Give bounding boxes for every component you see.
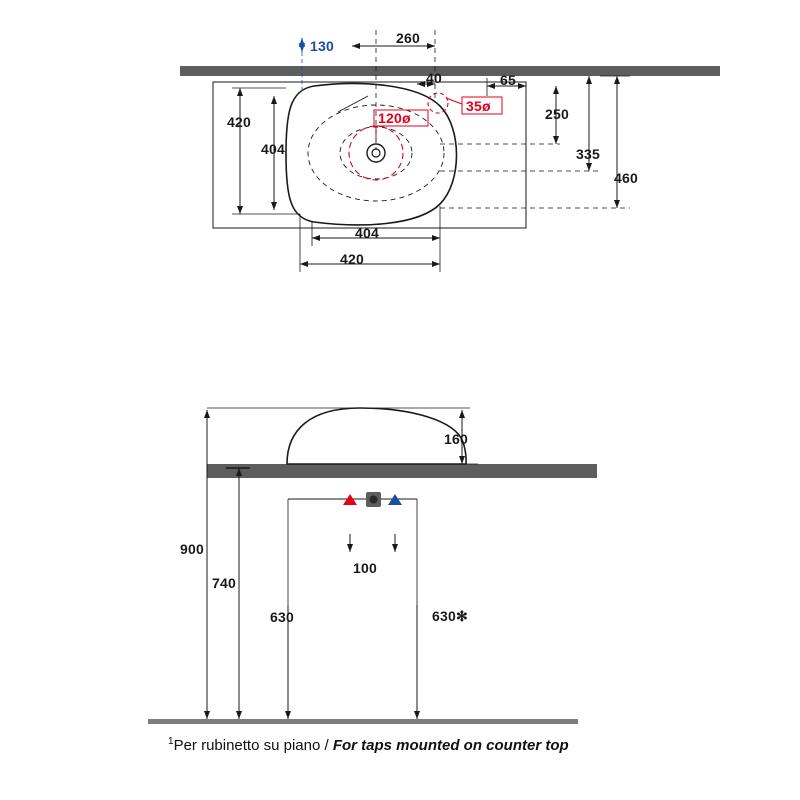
dim-label-630-right: 630✻ [432,608,468,624]
dim-label-160: 160 [444,431,468,447]
dim-label-35-dia: 35ø [466,98,491,114]
footnote-marker: 1 [168,736,174,747]
cold-water-marker [388,494,402,505]
dim-label-404-bottom: 404 [355,225,379,241]
floor-line [148,719,578,724]
dim-label-630-left: 630 [270,609,294,625]
dim-label-65: 65 [500,72,516,88]
counter-top-bar [180,66,720,76]
hot-water-marker [343,494,357,505]
dim-label-460: 460 [614,170,638,186]
dim-label-900: 900 [180,541,204,557]
basin-side-profile [287,408,466,464]
side-counter-slab [207,464,597,478]
footnote-text-it: Per rubinetto su piano / [173,737,329,754]
dim-label-130: 130 [310,38,334,54]
dim-label-100: 100 [353,560,377,576]
dim-label-335: 335 [576,146,600,162]
dim-label-250: 250 [545,106,569,122]
footnote-text-en: For taps mounted on counter top [332,737,569,754]
dim-label-120-dia: 120ø [378,110,411,126]
dim-label-420-left: 420 [227,114,251,130]
dim-label-260: 260 [396,30,420,46]
footnote [168,736,569,754]
dim-label-404-left: 404 [261,141,285,157]
dim-label-40: 40 [426,70,442,86]
dim-label-420-bottom: 420 [340,251,364,267]
dim-label-740: 740 [212,575,236,591]
